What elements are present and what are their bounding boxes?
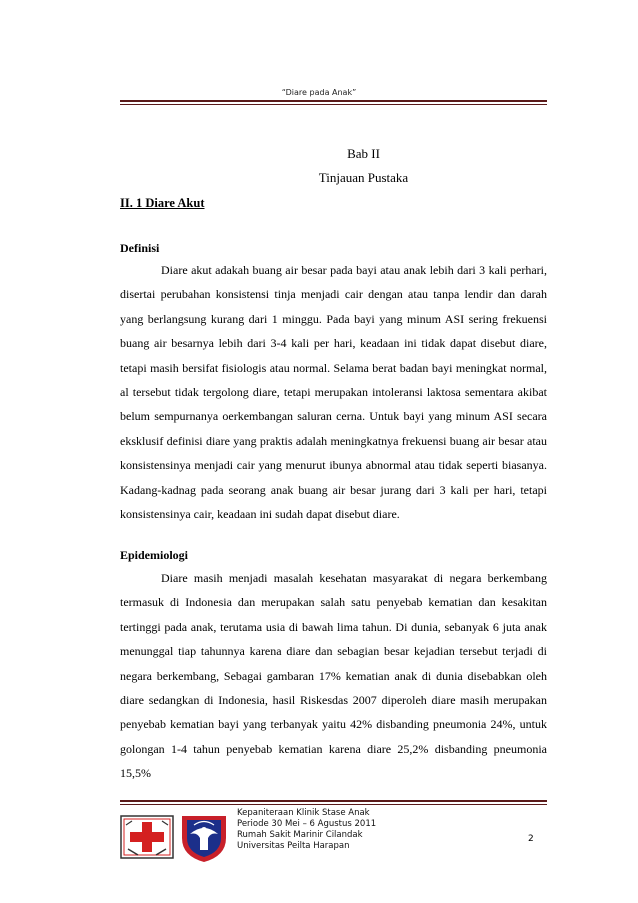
footer-line: Kepaniteraan Klinik Stase Anak [237, 808, 370, 818]
red-cross-emblem-icon [120, 815, 174, 859]
footer-rule-thick [120, 800, 547, 802]
page-number: 2 [528, 834, 534, 844]
header-rule-thin [120, 104, 547, 105]
footer-line: Periode 30 Mei – 6 Agustus 2011 [237, 819, 377, 829]
epidemiologi-heading: Epidemiologi [120, 548, 189, 562]
university-shield-eagle-icon [178, 812, 230, 864]
footer-rule-thin [120, 804, 547, 805]
section-title: II. 1 Diare Akut [120, 196, 205, 210]
running-header: “Diare pada Anak” [281, 88, 357, 97]
footer-line: Universitas Peilta Harapan [237, 841, 350, 851]
chapter-number: Bab II [347, 146, 380, 161]
chapter-title: Tinjauan Pustaka [318, 170, 409, 185]
epidemiologi-paragraph: Diare masih menjadi masalah kesehatan masyarakat di negara berkembang termasuk di Indonesia dan merupakan salah satu penyebab kematian dan kesakitan tertinggi pada anak, terutama usia di bawah lima tahun. Di dunia, sebanyak 6 juta anak menunggal tiap tahunnya karena diare dan sebagian besar kejadian tersebut terjadi di negara berkembang, Sebagai gambaran 17% kematian anak di dunia disebabkan oleh diare sedangkan di Indonesia, hasil Riskesdas 2007 diperoleh diare masih merupakan penyebab kematian bayi yang terbanyak yaitu 42% disbanding pneumonia 24%, untuk golongan 1-4 tahun penyebab kematian karena diare 25,2% disbanding pneumonia 15,5% [120, 571, 547, 781]
header-rule-thick [120, 100, 547, 102]
footer-line: Rumah Sakit Marinir Cilandak [237, 830, 363, 840]
definisi-heading: Definisi [120, 241, 160, 255]
definisi-paragraph: Diare akut adakah buang air besar pada bayi atau anak lebih dari 3 kali perhari, disertai perubahan konsistensi tinja menjadi cair dengan atau tanpa lendir dan darah yang berlangsung kurang dari 1 minggu. Pada bayi yang minum ASI sering frekuensi buang air besarnya lebih dari 3-4 kali per hari, keadaan ini tidak dapat disebut diare, tetapi masih bersifat fisiologis atau normal. Selama berat badan bayi meningkat normal, al tersebut tidak tergolong diare, tetapi merupakan intoleransi laktosa sementara akibat belum sempurnanya oerkembangan saluran cerna. Untuk bayi yang minum ASI secara eksklusif definisi diare yang praktis adalah meningkatnya frekuensi buang air besar atau konsistensinya menjadi cair yang menurut ibunya abnormal atau tidak seperti biasanya. Kadang-kadnag pada seorang anak buang air besar jurang dari 3 kali per hari, tetapi konsistensinya cair, keadaan ini sudah dapat disebut diare. [120, 263, 547, 522]
footer-institution-block [237, 808, 376, 852]
